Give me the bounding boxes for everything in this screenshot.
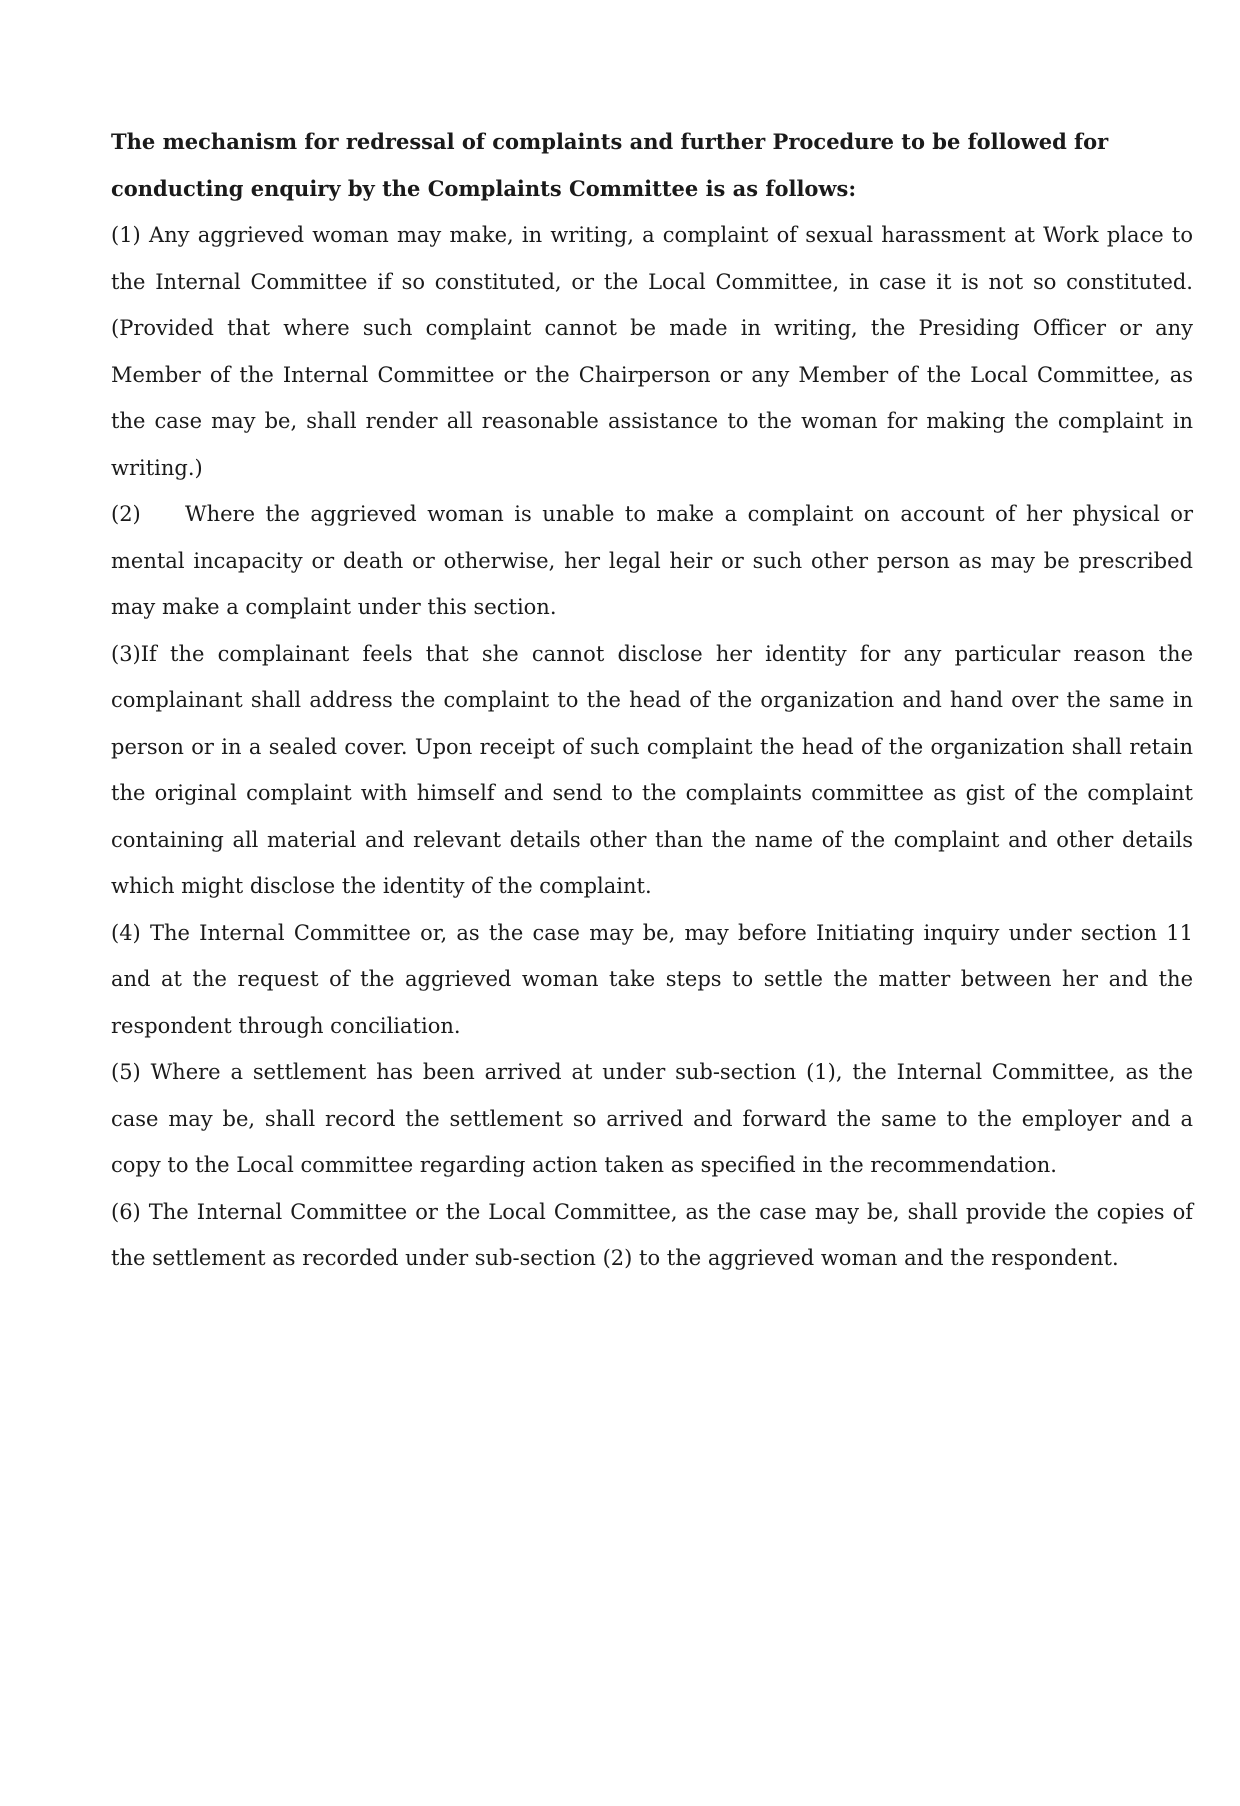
heading-line-1: The mechanism for redressal of complaints and further Procedure to be followed for bbox=[111, 129, 1109, 154]
paragraph-2 bbox=[111, 491, 1193, 631]
paragraph-4: (4) The Internal Committee or, as the case may be, may before Initiating inquiry under section 11 and at the request of the aggrieved woman take steps to settle the matter between her and the respondent through conciliation. bbox=[111, 920, 1193, 1038]
heading-line-2: conducting enquiry by the Complaints Committee is as follows: bbox=[111, 175, 857, 201]
paragraph-6: (6) The Internal Committee or the Local Committee, as the case may be, shall provide the copies of the settlement as recorded under sub-section (2) to the aggrieved woman and the respondent. bbox=[111, 1199, 1193, 1270]
document-heading bbox=[111, 119, 1193, 212]
paragraph-3: (3)If the complainant feels that she cannot disclose her identity for any particular reason the complainant shall address the complaint to the head of the organization and hand over the same in person or in a sealed cover. Upon receipt of such complaint the head of the organization shall retain the original complaint with himself and send to the complaints committee as gist of the complaint containing all material and relevant details other than the name of the complaint and other details which might disclose the identity of the complaint. bbox=[111, 641, 1193, 898]
paragraph-2-text: Where the aggrieved woman is unable to make a complaint on account of her physical or mental incapacity or death or otherwise, her legal heir or such other person as may be prescribed may make a complaint under this section. bbox=[111, 502, 1193, 619]
paragraph-2-number: (2) bbox=[111, 502, 141, 526]
paragraph-5: (5) Where a settlement has been arrived at under sub-section (1), the Internal Committee, as the case may be, shall record the settlement so arrived and forward the same to the employer and a copy to the Local committee regarding action taken as specified in the recommendation. bbox=[111, 1060, 1193, 1177]
document-body bbox=[111, 119, 1193, 1282]
paragraph-1: (1) Any aggrieved woman may make, in writing, a complaint of sexual harassment at Work place to the Internal Committee if so constituted, or the Local Committee, in case it is not so constituted. (Provided that where such complaint cannot be made in writing, the Presiding Officer or any Member of the Internal Committee or the Chairperson or any Member of the Local Committee, as the case may be, shall render all reasonable assistance to the woman for making the complaint in writing.) bbox=[111, 223, 1193, 480]
